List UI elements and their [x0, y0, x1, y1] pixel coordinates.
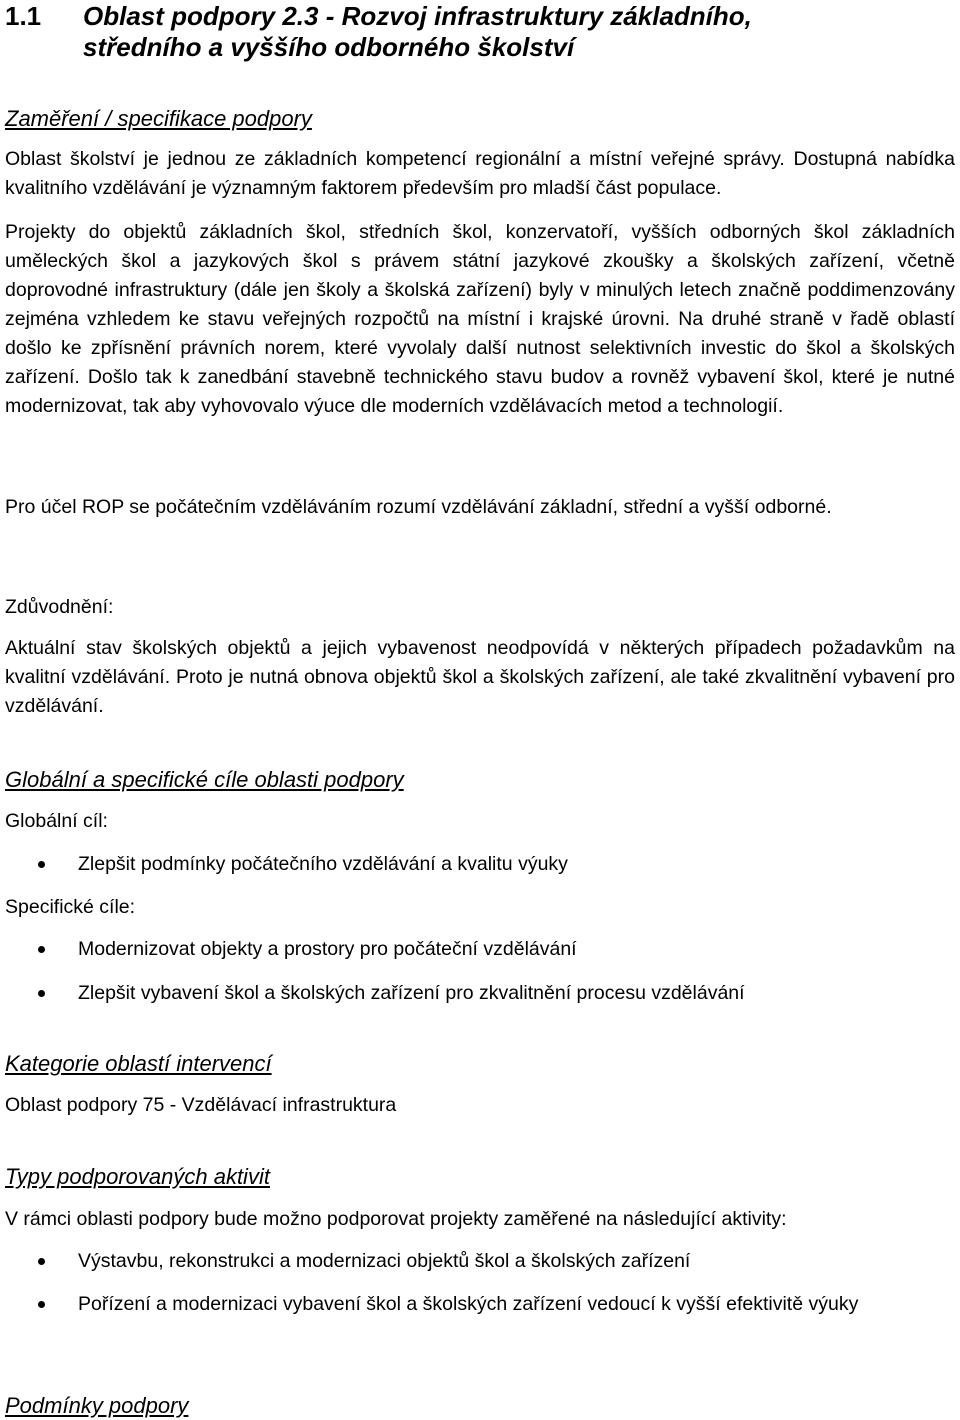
title-line-1: Oblast podpory 2.3 - Rozvoj infrastruktury základního,: [83, 1, 752, 31]
specific-goals-label: Specifické cíle:: [5, 896, 136, 918]
activities-heading: Typy podporovaných aktivit: [5, 1164, 270, 1189]
bullet-icon: [38, 861, 45, 868]
activity-text: Výstavbu, rekonstrukci a modernizaci objektů škol a školských zařízení: [78, 1250, 691, 1272]
list-item: [38, 850, 958, 880]
specific-goal-text: Zlepšit vybavení škol a školských zařízení pro zkvalitnění procesu vzdělávání: [78, 982, 745, 1004]
justification-paragraph: Aktuální stav školských objektů a jejich vybavenost neodpovídá v některých případech požadavkům na kvalitní vzdělávání. Proto je nutná obnova objektů škol a školských zařízení, ale také zkvalitnění vybavení pro vzdělávání.: [5, 637, 955, 717]
category-heading: Kategorie oblastí intervencí: [5, 1051, 272, 1076]
goals-heading: Globální a specifické cíle oblasti podpory: [5, 767, 404, 792]
list-item: [38, 935, 958, 965]
title-line-2: středního a vyššího odborného školství: [83, 32, 575, 62]
list-item: [38, 979, 958, 1009]
global-goal-label: Globální cíl:: [5, 810, 108, 832]
specific-goal-text: Modernizovat objekty a prostory pro počáteční vzdělávání: [78, 938, 577, 960]
focus-paragraph-3: Pro účel ROP se počátečním vzděláváním rozumí vzdělávání základní, střední a vyšší odborné.: [5, 496, 832, 518]
section-number: 1.1: [5, 1, 42, 31]
bullet-icon: [38, 1301, 45, 1308]
page-title: [5, 1, 955, 63]
category-text: Oblast podpory 75 - Vzdělávací infrastruktura: [5, 1094, 397, 1116]
focus-heading: Zaměření / specifikace podpory: [5, 106, 312, 131]
activity-text: Pořízení a modernizaci vybavení škol a školských zařízení vedoucí k vyšší efektivitě výuky: [78, 1293, 859, 1315]
justification-heading: Zdůvodnění:: [5, 596, 114, 618]
focus-paragraph-1: Oblast školství je jednou ze základních kompetencí regionální a místní veřejné správy. Dostupná nabídka kvalitního vzdělávání je významným faktorem především pro mladší část populace.: [5, 148, 955, 199]
global-goal-text: Zlepšit podmínky počátečního vzdělávání a kvalitu výuky: [78, 853, 568, 875]
focus-paragraph-2: Projekty do objektů základních škol, středních škol, konzervatoří, vyšších odborných škol základních uměleckých škol a jazykových škol s právem státní jazykové zkoušky a školských zařízení, včetně doprovodné infrastruktury (dále jen školy a školská zařízení) byly v minulých letech značně poddimenzovány zejména vzhledem ke stavu veřejných rozpočtů na místní i krajské úrovni. Na druhé straně v řadě oblastí došlo ke zpřísnění právních norem, které vyvolaly další nutnost selektivních investic do škol a školských zařízení. Došlo tak k zanedbání stavebně technického stavu budov a rovněž vybavení škol, které je nutné modernizovat, tak aby vyhovovalo výuce dle moderních vzdělávacích metod a technologií.: [5, 221, 955, 417]
list-item: [38, 1290, 958, 1320]
list-item: [38, 1247, 958, 1277]
bullet-icon: [38, 946, 45, 953]
conditions-heading: Podmínky podpory: [5, 1393, 189, 1418]
activities-intro: V rámci oblasti podpory bude možno podporovat projekty zaměřené na následující aktivity:: [5, 1208, 787, 1230]
bullet-icon: [38, 990, 45, 997]
bullet-icon: [38, 1258, 45, 1265]
